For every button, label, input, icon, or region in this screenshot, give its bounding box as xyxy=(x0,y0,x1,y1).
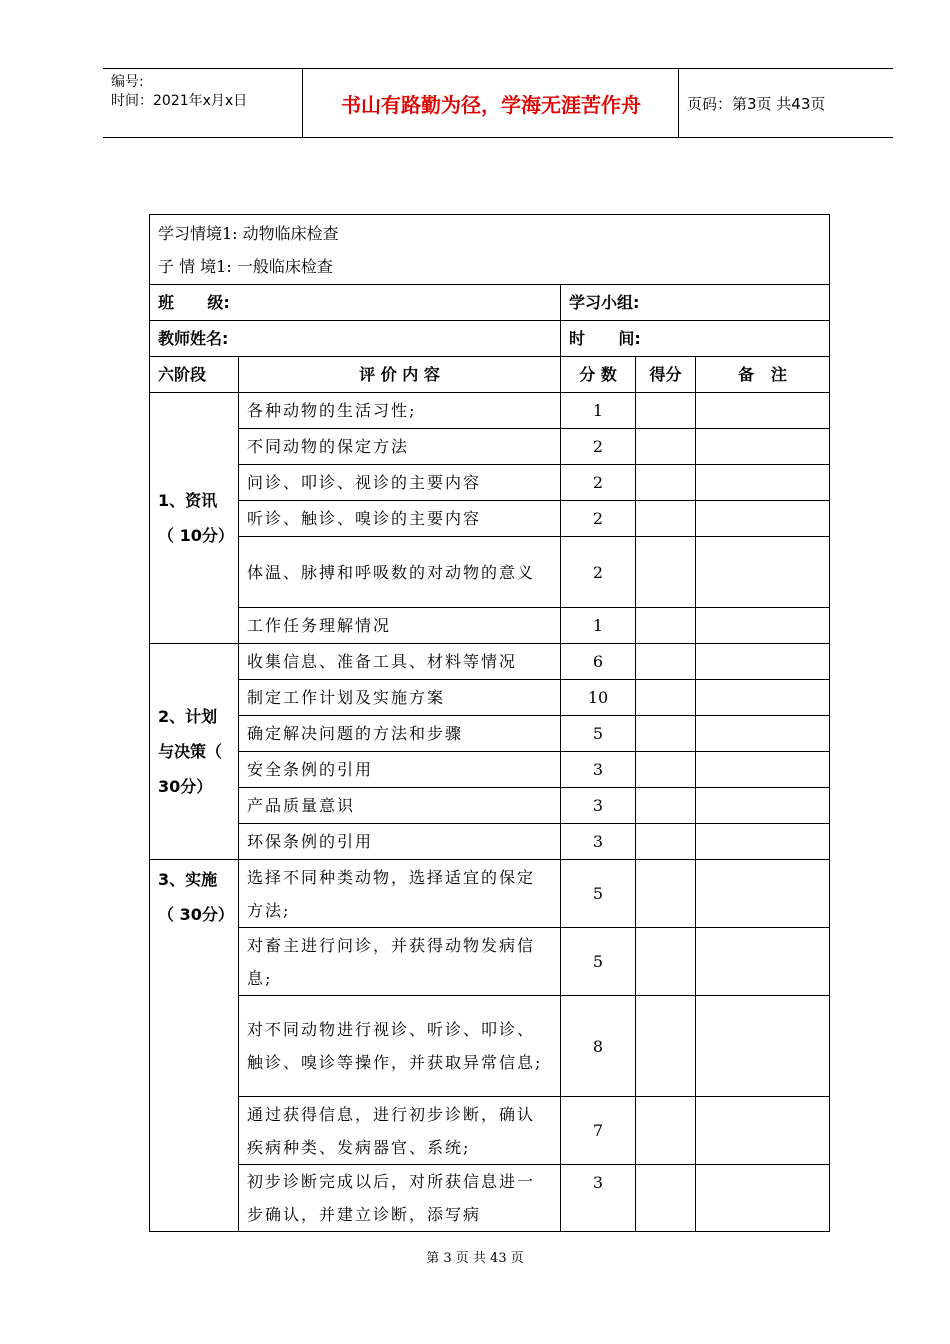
score-cell[interactable] xyxy=(636,537,696,608)
item-text: 问诊、叩诊、视诊的主要内容 xyxy=(239,465,561,501)
item-text: 收集信息、准备工具、材料等情况 xyxy=(239,644,561,680)
score-cell[interactable] xyxy=(636,501,696,537)
score-cell[interactable] xyxy=(636,1097,696,1165)
score-cell[interactable] xyxy=(636,752,696,788)
col-score: 分 数 xyxy=(561,357,636,393)
score-cell[interactable] xyxy=(636,680,696,716)
table-row xyxy=(150,928,830,996)
score-cell[interactable] xyxy=(636,996,696,1097)
item-score: 5 xyxy=(561,860,636,928)
context-title: 学习情境1: 动物临床检查 xyxy=(158,223,339,243)
item-text: 听诊、触诊、嗅诊的主要内容 xyxy=(239,501,561,537)
note-cell[interactable] xyxy=(696,860,830,928)
item-score: 5 xyxy=(561,928,636,996)
score-cell[interactable] xyxy=(636,465,696,501)
score-cell[interactable] xyxy=(636,716,696,752)
item-score: 3 xyxy=(561,824,636,860)
item-text: 通过获得信息，进行初步诊断，确认疾病种类、发病器官、系统; xyxy=(239,1097,561,1165)
teacher-label: 教师姓名: xyxy=(150,321,561,357)
item-text: 环保条例的引用 xyxy=(239,824,561,860)
table-row xyxy=(150,752,830,788)
score-cell[interactable] xyxy=(636,429,696,465)
note-cell[interactable] xyxy=(696,680,830,716)
note-cell[interactable] xyxy=(696,824,830,860)
item-text: 安全条例的引用 xyxy=(239,752,561,788)
col-content: 评 价 内 容 xyxy=(239,357,561,393)
score-cell[interactable] xyxy=(636,1165,696,1232)
item-score: 2 xyxy=(561,537,636,608)
table-row xyxy=(150,644,830,680)
item-text: 制定工作计划及实施方案 xyxy=(239,680,561,716)
table-row xyxy=(150,501,830,537)
item-text: 各种动物的生活习性; xyxy=(239,393,561,429)
item-score: 3 xyxy=(561,1165,636,1232)
note-cell[interactable] xyxy=(696,644,830,680)
item-score: 2 xyxy=(561,465,636,501)
score-cell[interactable] xyxy=(636,644,696,680)
table-row xyxy=(150,824,830,860)
item-score: 6 xyxy=(561,644,636,680)
phase-label: 2、计划与决策（ 30分） xyxy=(150,644,239,860)
score-cell[interactable] xyxy=(636,860,696,928)
table-row xyxy=(150,393,830,429)
note-cell[interactable] xyxy=(696,1165,830,1232)
doc-number: 编号: xyxy=(111,74,144,90)
note-cell[interactable] xyxy=(696,537,830,608)
item-text: 初步诊断完成以后，对所获信息进一步确认，并建立诊断，添写病 xyxy=(239,1165,561,1232)
time-label: 时 间: xyxy=(561,321,830,357)
note-cell[interactable] xyxy=(696,788,830,824)
score-cell[interactable] xyxy=(636,928,696,996)
subcontext-title: 子 情 境1: 一般临床检查 xyxy=(158,256,333,276)
note-cell[interactable] xyxy=(696,429,830,465)
phase-label: 1、资讯（ 10分） xyxy=(150,393,239,644)
page-header xyxy=(103,68,893,138)
item-score: 2 xyxy=(561,501,636,537)
table-row xyxy=(150,716,830,752)
note-cell[interactable] xyxy=(696,752,830,788)
context-row xyxy=(150,215,830,285)
note-cell[interactable] xyxy=(696,393,830,429)
class-label: 班 级: xyxy=(150,285,561,321)
doc-date: 时间：2021年x月x日 xyxy=(111,93,248,109)
table-row xyxy=(150,860,830,928)
note-cell[interactable] xyxy=(696,465,830,501)
phase-label: 3、实施（ 30分） xyxy=(150,860,239,1232)
table-row xyxy=(150,680,830,716)
header-slogan: 书山有路勤为径，学海无涯苦作舟 xyxy=(304,69,679,137)
item-score: 5 xyxy=(561,716,636,752)
table-row xyxy=(150,608,830,644)
table-row xyxy=(150,537,830,608)
col-got: 得分 xyxy=(636,357,696,393)
item-text: 工作任务理解情况 xyxy=(239,608,561,644)
column-header-row xyxy=(150,357,830,393)
item-score: 1 xyxy=(561,393,636,429)
class-row xyxy=(150,285,830,321)
score-cell[interactable] xyxy=(636,788,696,824)
item-score: 3 xyxy=(561,752,636,788)
page-footer: 第 3 页 共 43 页 xyxy=(426,1251,524,1266)
item-text: 对不同动物进行视诊、听诊、叩诊、触诊、嗅诊等操作，并获取异常信息; xyxy=(239,996,561,1097)
group-label: 学习小组: xyxy=(561,285,830,321)
table-row xyxy=(150,429,830,465)
evaluation-table xyxy=(149,214,830,1232)
note-cell[interactable] xyxy=(696,716,830,752)
note-cell[interactable] xyxy=(696,928,830,996)
item-text: 对畜主进行问诊，并获得动物发病信息; xyxy=(239,928,561,996)
table-row xyxy=(150,1097,830,1165)
score-cell[interactable] xyxy=(636,824,696,860)
table-row xyxy=(150,1165,830,1232)
note-cell[interactable] xyxy=(696,608,830,644)
score-cell[interactable] xyxy=(636,393,696,429)
item-score: 2 xyxy=(561,429,636,465)
table-row xyxy=(150,788,830,824)
header-meta xyxy=(103,69,303,137)
score-cell[interactable] xyxy=(636,608,696,644)
item-score: 7 xyxy=(561,1097,636,1165)
col-phase: 六阶段 xyxy=(150,357,239,393)
item-text: 产品质量意识 xyxy=(239,788,561,824)
table-row xyxy=(150,465,830,501)
note-cell[interactable] xyxy=(696,501,830,537)
item-text: 确定解决问题的方法和步骤 xyxy=(239,716,561,752)
header-page-number: 页码：第3页 共43页 xyxy=(687,94,826,113)
item-text: 体温、脉搏和呼吸数的对动物的意义 xyxy=(239,537,561,608)
note-cell[interactable] xyxy=(696,996,830,1097)
table-row xyxy=(150,996,830,1097)
item-text: 不同动物的保定方法 xyxy=(239,429,561,465)
item-score: 10 xyxy=(561,680,636,716)
teacher-row xyxy=(150,321,830,357)
note-cell[interactable] xyxy=(696,1097,830,1165)
item-score: 8 xyxy=(561,996,636,1097)
item-text: 选择不同种类动物，选择适宜的保定方法; xyxy=(239,860,561,928)
col-note: 备 注 xyxy=(696,357,830,393)
item-score: 3 xyxy=(561,788,636,824)
item-score: 1 xyxy=(561,608,636,644)
